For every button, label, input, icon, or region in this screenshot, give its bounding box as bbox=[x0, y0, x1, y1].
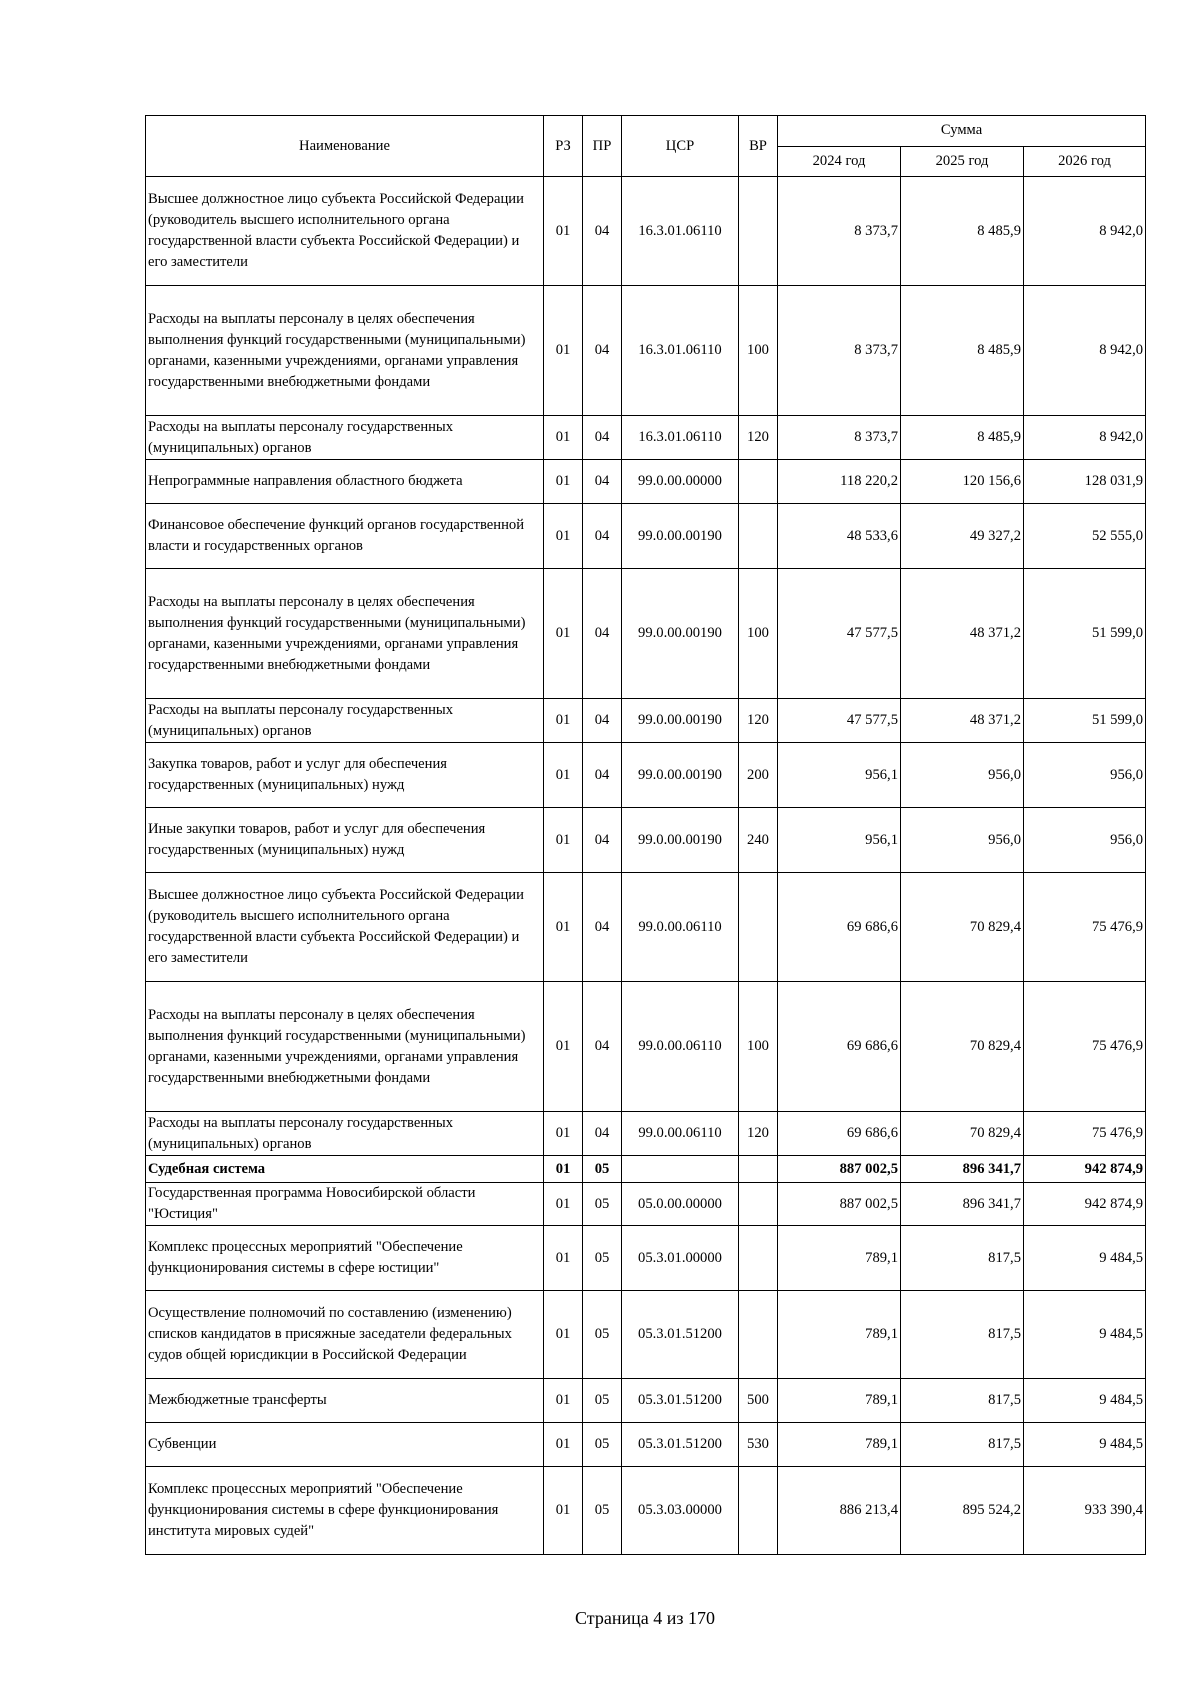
cell-2026: 51 599,0 bbox=[1024, 569, 1146, 699]
cell-csr: 99.0.00.00190 bbox=[622, 743, 739, 808]
cell-2024: 789,1 bbox=[778, 1379, 901, 1423]
cell-rz: 01 bbox=[544, 177, 583, 286]
cell-2026: 942 874,9 bbox=[1024, 1156, 1146, 1183]
cell-pr: 04 bbox=[583, 177, 622, 286]
cell-2024: 956,1 bbox=[778, 808, 901, 873]
cell-pr: 05 bbox=[583, 1183, 622, 1226]
cell-2026: 9 484,5 bbox=[1024, 1423, 1146, 1467]
table-row bbox=[146, 699, 1146, 743]
cell-csr: 05.3.01.51200 bbox=[622, 1423, 739, 1467]
cell-vr: 500 bbox=[739, 1379, 778, 1423]
table-row bbox=[146, 1226, 1146, 1291]
cell-rz: 01 bbox=[544, 699, 583, 743]
cell-2025: 70 829,4 bbox=[901, 1112, 1024, 1156]
header-vr: ВР bbox=[739, 116, 778, 177]
cell-2024: 886 213,4 bbox=[778, 1467, 901, 1555]
page-footer: Страница 4 из 170 bbox=[575, 1608, 715, 1628]
table-row bbox=[146, 982, 1146, 1112]
cell-2026: 75 476,9 bbox=[1024, 1112, 1146, 1156]
cell-2024: 8 373,7 bbox=[778, 177, 901, 286]
header-year-2025: 2025 год bbox=[901, 146, 1024, 177]
cell-2025: 48 371,2 bbox=[901, 699, 1024, 743]
cell-pr: 05 bbox=[583, 1379, 622, 1423]
cell-vr: 200 bbox=[739, 743, 778, 808]
cell-name: Расходы на выплаты персоналу государственных (муниципальных) органов bbox=[146, 1112, 544, 1156]
cell-pr: 04 bbox=[583, 569, 622, 699]
cell-2025: 49 327,2 bbox=[901, 504, 1024, 569]
cell-pr: 05 bbox=[583, 1423, 622, 1467]
cell-vr: 120 bbox=[739, 416, 778, 460]
cell-2025: 896 341,7 bbox=[901, 1156, 1024, 1183]
header-year-2026: 2026 год bbox=[1024, 146, 1146, 177]
cell-name: Высшее должностное лицо субъекта Российской Федерации (руководитель высшего исполнительного органа государственной власти субъекта Российской Федерации) и его заместители bbox=[146, 177, 544, 286]
cell-vr: 100 bbox=[739, 982, 778, 1112]
cell-rz: 01 bbox=[544, 1467, 583, 1555]
cell-vr: 100 bbox=[739, 286, 778, 416]
cell-2024: 48 533,6 bbox=[778, 504, 901, 569]
cell-csr: 99.0.00.06110 bbox=[622, 982, 739, 1112]
cell-2025: 817,5 bbox=[901, 1423, 1024, 1467]
cell-2025: 120 156,6 bbox=[901, 460, 1024, 504]
header-name: Наименование bbox=[146, 116, 544, 177]
header-rz: РЗ bbox=[544, 116, 583, 177]
cell-2025: 956,0 bbox=[901, 743, 1024, 808]
table-row bbox=[146, 1156, 1146, 1183]
cell-name: Государственная программа Новосибирской области "Юстиция" bbox=[146, 1183, 544, 1226]
cell-name: Судебная система bbox=[146, 1156, 544, 1183]
cell-csr: 05.3.01.51200 bbox=[622, 1291, 739, 1379]
cell-2025: 956,0 bbox=[901, 808, 1024, 873]
cell-2026: 9 484,5 bbox=[1024, 1226, 1146, 1291]
cell-2026: 933 390,4 bbox=[1024, 1467, 1146, 1555]
cell-2024: 69 686,6 bbox=[778, 1112, 901, 1156]
cell-2024: 887 002,5 bbox=[778, 1183, 901, 1226]
cell-name: Расходы на выплаты персоналу в целях обеспечения выполнения функций государственными (муниципальными) органами, казенными учреждениями, органами управления государственными внебюджетными фондами bbox=[146, 286, 544, 416]
cell-2026: 956,0 bbox=[1024, 808, 1146, 873]
cell-pr: 05 bbox=[583, 1156, 622, 1183]
table-row bbox=[146, 286, 1146, 416]
cell-2026: 128 031,9 bbox=[1024, 460, 1146, 504]
cell-pr: 04 bbox=[583, 743, 622, 808]
cell-rz: 01 bbox=[544, 743, 583, 808]
cell-csr: 99.0.00.06110 bbox=[622, 873, 739, 982]
header-year-2024: 2024 год bbox=[778, 146, 901, 177]
cell-2024: 47 577,5 bbox=[778, 699, 901, 743]
cell-pr: 05 bbox=[583, 1226, 622, 1291]
cell-csr: 05.0.00.00000 bbox=[622, 1183, 739, 1226]
cell-2026: 9 484,5 bbox=[1024, 1379, 1146, 1423]
cell-pr: 05 bbox=[583, 1467, 622, 1555]
cell-rz: 01 bbox=[544, 1226, 583, 1291]
cell-2026: 942 874,9 bbox=[1024, 1183, 1146, 1226]
cell-rz: 01 bbox=[544, 982, 583, 1112]
table-row bbox=[146, 873, 1146, 982]
cell-name: Расходы на выплаты персоналу в целях обеспечения выполнения функций государственными (муниципальными) органами, казенными учреждениями, органами управления государственными внебюджетными фондами bbox=[146, 982, 544, 1112]
cell-2025: 8 485,9 bbox=[901, 416, 1024, 460]
table-row bbox=[146, 177, 1146, 286]
cell-pr: 04 bbox=[583, 1112, 622, 1156]
cell-csr: 16.3.01.06110 bbox=[622, 177, 739, 286]
cell-2025: 8 485,9 bbox=[901, 286, 1024, 416]
cell-pr: 04 bbox=[583, 873, 622, 982]
cell-vr: 240 bbox=[739, 808, 778, 873]
header-csr: ЦСР bbox=[622, 116, 739, 177]
cell-rz: 01 bbox=[544, 1379, 583, 1423]
budget-document bbox=[145, 115, 1145, 1555]
cell-2025: 817,5 bbox=[901, 1226, 1024, 1291]
cell-2026: 8 942,0 bbox=[1024, 416, 1146, 460]
cell-name: Закупка товаров, работ и услуг для обеспечения государственных (муниципальных) нужд bbox=[146, 743, 544, 808]
cell-pr: 04 bbox=[583, 808, 622, 873]
cell-vr bbox=[739, 1226, 778, 1291]
cell-name: Расходы на выплаты персоналу государственных (муниципальных) органов bbox=[146, 416, 544, 460]
cell-2025: 70 829,4 bbox=[901, 982, 1024, 1112]
cell-name: Непрограммные направления областного бюджета bbox=[146, 460, 544, 504]
cell-vr bbox=[739, 504, 778, 569]
cell-rz: 01 bbox=[544, 460, 583, 504]
table-row bbox=[146, 808, 1146, 873]
table-row bbox=[146, 743, 1146, 808]
table-row bbox=[146, 1112, 1146, 1156]
cell-2024: 789,1 bbox=[778, 1291, 901, 1379]
cell-rz: 01 bbox=[544, 873, 583, 982]
cell-name: Иные закупки товаров, работ и услуг для обеспечения государственных (муниципальных) нужд bbox=[146, 808, 544, 873]
cell-rz: 01 bbox=[544, 286, 583, 416]
table-row bbox=[146, 460, 1146, 504]
cell-2025: 8 485,9 bbox=[901, 177, 1024, 286]
budget-table bbox=[145, 115, 1146, 1555]
cell-csr: 05.3.01.51200 bbox=[622, 1379, 739, 1423]
cell-csr bbox=[622, 1156, 739, 1183]
cell-rz: 01 bbox=[544, 416, 583, 460]
cell-vr bbox=[739, 460, 778, 504]
cell-2026: 75 476,9 bbox=[1024, 873, 1146, 982]
cell-2025: 896 341,7 bbox=[901, 1183, 1024, 1226]
cell-vr: 530 bbox=[739, 1423, 778, 1467]
cell-pr: 05 bbox=[583, 1291, 622, 1379]
cell-vr bbox=[739, 177, 778, 286]
header-sum: Сумма bbox=[778, 116, 1146, 147]
cell-name: Осуществление полномочий по составлению (изменению) списков кандидатов в присяжные заседатели федеральных судов общей юрисдикции в Российской Федерации bbox=[146, 1291, 544, 1379]
cell-csr: 99.0.00.00190 bbox=[622, 808, 739, 873]
cell-2024: 8 373,7 bbox=[778, 416, 901, 460]
cell-vr bbox=[739, 1156, 778, 1183]
header-pr: ПР bbox=[583, 116, 622, 177]
cell-2024: 789,1 bbox=[778, 1423, 901, 1467]
cell-2026: 51 599,0 bbox=[1024, 699, 1146, 743]
cell-pr: 04 bbox=[583, 504, 622, 569]
table-row bbox=[146, 569, 1146, 699]
cell-pr: 04 bbox=[583, 416, 622, 460]
table-body bbox=[146, 177, 1146, 1555]
cell-csr: 05.3.03.00000 bbox=[622, 1467, 739, 1555]
cell-pr: 04 bbox=[583, 699, 622, 743]
cell-rz: 01 bbox=[544, 504, 583, 569]
cell-csr: 16.3.01.06110 bbox=[622, 416, 739, 460]
cell-2024: 118 220,2 bbox=[778, 460, 901, 504]
cell-vr bbox=[739, 1291, 778, 1379]
cell-name: Комплекс процессных мероприятий "Обеспечение функционирования системы в сфере функционирования института мировых судей" bbox=[146, 1467, 544, 1555]
cell-pr: 04 bbox=[583, 286, 622, 416]
cell-2026: 52 555,0 bbox=[1024, 504, 1146, 569]
cell-csr: 99.0.00.00190 bbox=[622, 699, 739, 743]
cell-name: Комплекс процессных мероприятий "Обеспечение функционирования системы в сфере юстиции" bbox=[146, 1226, 544, 1291]
cell-2025: 817,5 bbox=[901, 1291, 1024, 1379]
cell-rz: 01 bbox=[544, 1112, 583, 1156]
cell-name: Расходы на выплаты персоналу в целях обеспечения выполнения функций государственными (муниципальными) органами, казенными учреждениями, органами управления государственными внебюджетными фондами bbox=[146, 569, 544, 699]
cell-2026: 8 942,0 bbox=[1024, 177, 1146, 286]
cell-csr: 99.0.00.00190 bbox=[622, 504, 739, 569]
cell-rz: 01 bbox=[544, 808, 583, 873]
cell-rz: 01 bbox=[544, 569, 583, 699]
cell-csr: 99.0.00.00190 bbox=[622, 569, 739, 699]
cell-2026: 956,0 bbox=[1024, 743, 1146, 808]
cell-name: Высшее должностное лицо субъекта Российской Федерации (руководитель высшего исполнительного органа государственной власти субъекта Российской Федерации) и его заместители bbox=[146, 873, 544, 982]
cell-name: Субвенции bbox=[146, 1423, 544, 1467]
cell-2024: 887 002,5 bbox=[778, 1156, 901, 1183]
cell-vr bbox=[739, 1183, 778, 1226]
cell-vr: 120 bbox=[739, 1112, 778, 1156]
table-row bbox=[146, 1379, 1146, 1423]
cell-vr: 120 bbox=[739, 699, 778, 743]
cell-2024: 956,1 bbox=[778, 743, 901, 808]
cell-2026: 9 484,5 bbox=[1024, 1291, 1146, 1379]
table-row bbox=[146, 1423, 1146, 1467]
cell-csr: 16.3.01.06110 bbox=[622, 286, 739, 416]
table-row bbox=[146, 1291, 1146, 1379]
cell-name: Межбюджетные трансферты bbox=[146, 1379, 544, 1423]
cell-pr: 04 bbox=[583, 460, 622, 504]
cell-pr: 04 bbox=[583, 982, 622, 1112]
cell-vr bbox=[739, 1467, 778, 1555]
cell-2024: 789,1 bbox=[778, 1226, 901, 1291]
table-row bbox=[146, 504, 1146, 569]
table-row bbox=[146, 1467, 1146, 1555]
cell-csr: 05.3.01.00000 bbox=[622, 1226, 739, 1291]
cell-2024: 69 686,6 bbox=[778, 873, 901, 982]
cell-2025: 48 371,2 bbox=[901, 569, 1024, 699]
cell-vr bbox=[739, 873, 778, 982]
cell-csr: 99.0.00.06110 bbox=[622, 1112, 739, 1156]
cell-2025: 817,5 bbox=[901, 1379, 1024, 1423]
table-row bbox=[146, 1183, 1146, 1226]
cell-rz: 01 bbox=[544, 1423, 583, 1467]
cell-2025: 70 829,4 bbox=[901, 873, 1024, 982]
cell-2026: 75 476,9 bbox=[1024, 982, 1146, 1112]
cell-rz: 01 bbox=[544, 1183, 583, 1226]
cell-name: Финансовое обеспечение функций органов государственной власти и государственных органов bbox=[146, 504, 544, 569]
cell-rz: 01 bbox=[544, 1156, 583, 1183]
cell-vr: 100 bbox=[739, 569, 778, 699]
cell-rz: 01 bbox=[544, 1291, 583, 1379]
cell-2024: 69 686,6 bbox=[778, 982, 901, 1112]
cell-2024: 47 577,5 bbox=[778, 569, 901, 699]
cell-name: Расходы на выплаты персоналу государственных (муниципальных) органов bbox=[146, 699, 544, 743]
table-row bbox=[146, 416, 1146, 460]
cell-2025: 895 524,2 bbox=[901, 1467, 1024, 1555]
cell-csr: 99.0.00.00000 bbox=[622, 460, 739, 504]
cell-2024: 8 373,7 bbox=[778, 286, 901, 416]
cell-2026: 8 942,0 bbox=[1024, 286, 1146, 416]
